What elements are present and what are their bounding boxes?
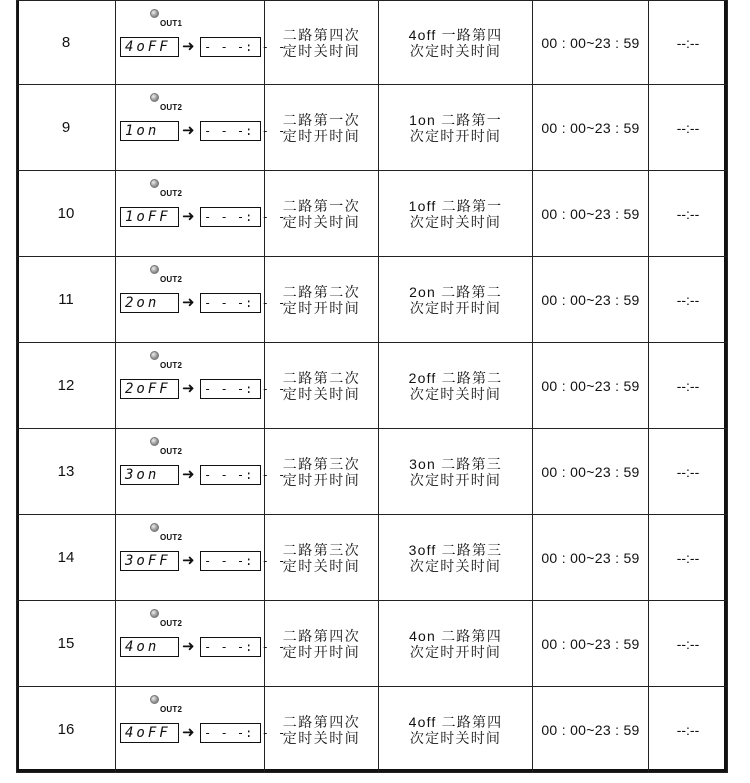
parameter-description [379, 343, 533, 429]
lcd-code-display: 3on [120, 465, 179, 485]
lcd-time-display: - - -: - - [200, 465, 261, 485]
parameter-name-line2: 定时关时间 [282, 557, 361, 574]
default-value: --:-- [649, 429, 728, 515]
display-illustration [116, 171, 287, 257]
arrow-right-icon: ➜ [182, 294, 195, 311]
led-indicator-icon [150, 351, 159, 360]
table-row [17, 429, 728, 515]
description-line1: 4off 一路第四 [408, 26, 503, 43]
arrow-right-icon: ➜ [182, 466, 195, 483]
output-label: OUT2 [160, 447, 183, 456]
description-line1: 4off 二路第四 [408, 713, 503, 730]
output-label: OUT1 [160, 19, 183, 28]
description-line2: 次定时关时间 [409, 213, 502, 230]
arrow-right-icon: ➜ [182, 638, 195, 655]
parameter-name-line1: 二路第三次 [282, 541, 361, 558]
parameter-name-line1: 二路第一次 [282, 111, 361, 128]
led-indicator-icon [150, 9, 159, 18]
description-line1: 2off 二路第二 [408, 369, 503, 386]
display-illustration [116, 257, 287, 343]
output-label: OUT2 [160, 705, 183, 714]
parameter-name-line2: 定时开时间 [282, 643, 361, 660]
default-value: --:-- [649, 601, 728, 687]
parameter-table [16, 0, 728, 773]
arrow-right-icon: ➜ [182, 552, 195, 569]
table-row [17, 1, 728, 85]
lcd-time-display: - - -: - - [200, 379, 261, 399]
lcd-code-display: 4on [120, 637, 179, 657]
table-row [17, 343, 728, 429]
description-line2: 次定时关时间 [409, 385, 502, 402]
default-value: --:-- [649, 85, 728, 171]
arrow-right-icon: ➜ [182, 208, 195, 225]
row-number: 14 [17, 515, 116, 601]
lcd-time-display: - - -: - - [200, 121, 261, 141]
setting-range: 00 : 00~23 : 59 [533, 429, 649, 515]
lcd-code-display: 1on [120, 121, 179, 141]
row-number: 10 [17, 171, 116, 257]
setting-range: 00 : 00~23 : 59 [533, 85, 649, 171]
parameter-name-line1: 二路第四次 [282, 26, 361, 43]
lcd-time-display: - - -: - - [200, 293, 261, 313]
output-label: OUT2 [160, 533, 183, 542]
parameter-name-line1: 二路第四次 [282, 627, 361, 644]
parameter-name-line1: 二路第一次 [282, 197, 361, 214]
parameter-name-line2: 定时关时间 [282, 729, 361, 746]
description-line1: 1on 二路第一 [409, 111, 502, 128]
parameter-description [379, 515, 533, 601]
default-value: --:-- [649, 687, 728, 773]
row-number: 11 [17, 257, 116, 343]
display-illustration [116, 687, 287, 773]
led-indicator-icon [150, 93, 159, 102]
table-row [17, 515, 728, 601]
row-number: 8 [17, 1, 116, 85]
parameter-description [379, 85, 533, 171]
default-value: --:-- [649, 171, 728, 257]
description-line1: 1off 二路第一 [408, 197, 503, 214]
default-value: --:-- [649, 515, 728, 601]
default-value: --:-- [649, 1, 728, 85]
setting-range: 00 : 00~23 : 59 [533, 687, 649, 773]
table-row [17, 257, 728, 343]
row-number: 15 [17, 601, 116, 687]
setting-range: 00 : 00~23 : 59 [533, 343, 649, 429]
parameter-name-line2: 定时开时间 [282, 127, 361, 144]
lcd-code-display: 4oFF [120, 37, 179, 57]
row-number: 13 [17, 429, 116, 515]
display-illustration [116, 1, 287, 85]
lcd-time-display: - - -: - - [200, 723, 261, 743]
lcd-code-display: 1oFF [120, 207, 179, 227]
table-row [17, 601, 728, 687]
lcd-code-display: 2on [120, 293, 179, 313]
display-illustration [116, 515, 287, 601]
lcd-code-display: 3oFF [120, 551, 179, 571]
output-label: OUT2 [160, 189, 183, 198]
description-line1: 4on 二路第四 [409, 627, 502, 644]
setting-range: 00 : 00~23 : 59 [533, 601, 649, 687]
arrow-right-icon: ➜ [182, 380, 195, 397]
setting-range: 00 : 00~23 : 59 [533, 515, 649, 601]
row-number: 16 [17, 687, 116, 773]
parameter-description [379, 429, 533, 515]
parameter-name-line2: 定时关时间 [282, 213, 361, 230]
description-line2: 次定时开时间 [409, 643, 502, 660]
setting-range: 00 : 00~23 : 59 [533, 257, 649, 343]
parameter-name-line2: 定时开时间 [282, 299, 361, 316]
led-indicator-icon [150, 695, 159, 704]
output-label: OUT2 [160, 103, 183, 112]
arrow-right-icon: ➜ [182, 38, 195, 55]
description-line2: 次定时关时间 [409, 42, 502, 59]
default-value: --:-- [649, 257, 728, 343]
description-line2: 次定时关时间 [409, 729, 502, 746]
description-line2: 次定时关时间 [409, 557, 502, 574]
led-indicator-icon [150, 609, 159, 618]
parameter-description [379, 1, 533, 85]
lcd-code-display: 2oFF [120, 379, 179, 399]
display-illustration [116, 429, 287, 515]
led-indicator-icon [150, 523, 159, 532]
parameter-name-line2: 定时关时间 [282, 42, 361, 59]
description-line2: 次定时开时间 [409, 127, 502, 144]
parameter-name-line2: 定时关时间 [282, 385, 361, 402]
description-line1: 3off 二路第三 [408, 541, 503, 558]
table-row [17, 85, 728, 171]
led-indicator-icon [150, 265, 159, 274]
display-illustration [116, 85, 287, 171]
parameter-description [379, 257, 533, 343]
setting-range: 00 : 00~23 : 59 [533, 171, 649, 257]
output-label: OUT2 [160, 275, 183, 284]
lcd-code-display: 4oFF [120, 723, 179, 743]
display-illustration [116, 601, 287, 687]
row-number: 9 [17, 85, 116, 171]
led-indicator-icon [150, 179, 159, 188]
lcd-time-display: - - -: - - [200, 207, 261, 227]
parameter-name-line2: 定时开时间 [282, 471, 361, 488]
output-label: OUT2 [160, 361, 183, 370]
lcd-time-display: - - -: - - [200, 37, 261, 57]
parameter-name-line1: 二路第四次 [282, 713, 361, 730]
description-line2: 次定时开时间 [409, 299, 502, 316]
table-row [17, 171, 728, 257]
display-illustration [116, 343, 287, 429]
row-number: 12 [17, 343, 116, 429]
default-value: --:-- [649, 343, 728, 429]
parameter-name-line1: 二路第二次 [282, 283, 361, 300]
parameter-name-line1: 二路第二次 [282, 369, 361, 386]
output-label: OUT2 [160, 619, 183, 628]
parameter-description [379, 601, 533, 687]
parameter-description [379, 687, 533, 773]
led-indicator-icon [150, 437, 159, 446]
parameter-name-line1: 二路第三次 [282, 455, 361, 472]
lcd-time-display: - - -: - - [200, 637, 261, 657]
arrow-right-icon: ➜ [182, 724, 195, 741]
description-line1: 3on 二路第三 [409, 455, 502, 472]
description-line2: 次定时开时间 [409, 471, 502, 488]
lcd-time-display: - - -: - - [200, 551, 261, 571]
parameter-description [379, 171, 533, 257]
setting-range: 00 : 00~23 : 59 [533, 1, 649, 85]
arrow-right-icon: ➜ [182, 122, 195, 139]
description-line1: 2on 二路第二 [409, 283, 502, 300]
table-row [17, 687, 728, 773]
